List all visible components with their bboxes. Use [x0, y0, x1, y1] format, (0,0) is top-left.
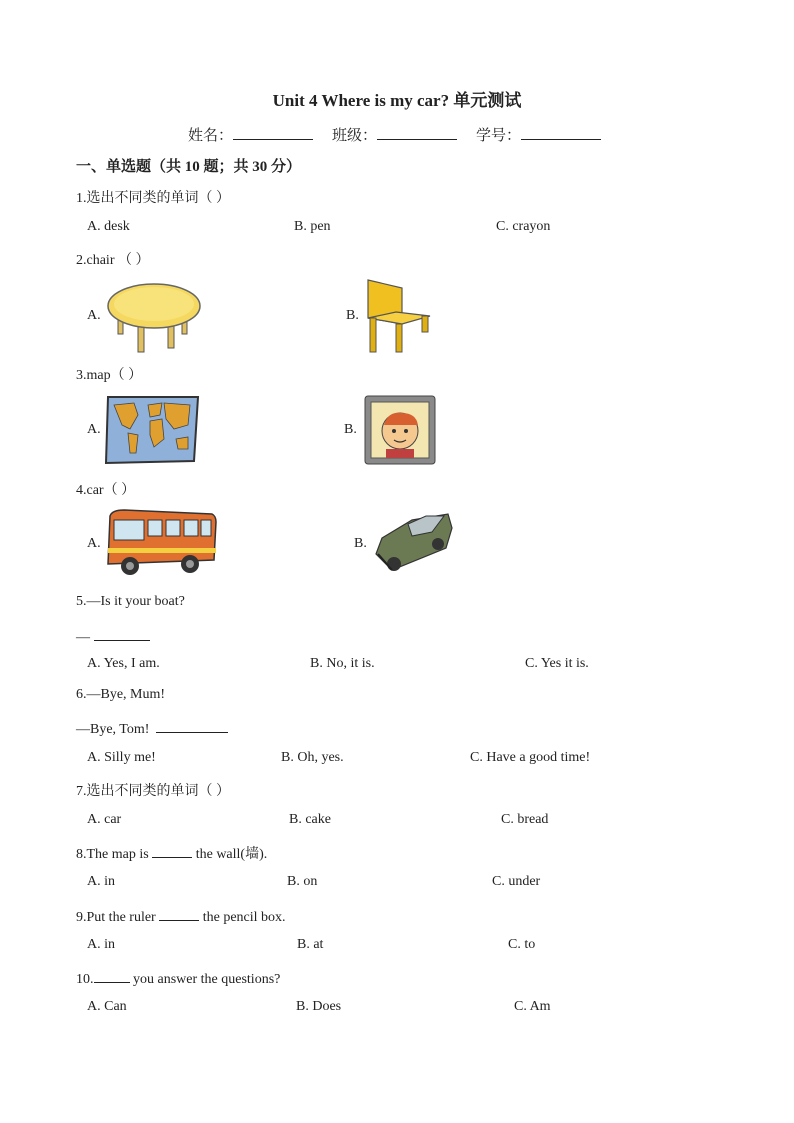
q7-option-b[interactable]: B. cake: [289, 812, 331, 827]
q4-option-a[interactable]: A.: [87, 536, 101, 551]
q8-stem-start: 8.The map is: [76, 847, 153, 862]
q8-option-a[interactable]: A. in: [87, 874, 115, 889]
class-field: [332, 124, 457, 145]
q10-option-a[interactable]: A. Can: [87, 999, 127, 1014]
q10-stem-start: 10.: [76, 972, 94, 987]
section-heading: 一、单选题（共 10 题；共 30 分）: [76, 159, 302, 175]
question-7-stem: 7.选出不同类的单词（ ）: [76, 784, 230, 799]
q1-option-c[interactable]: C. crayon: [496, 219, 551, 234]
question-8-stem: [76, 843, 267, 863]
name-label: 姓名：: [188, 128, 234, 144]
q6-option-a[interactable]: A. Silly me!: [87, 750, 156, 765]
q9-stem-end: the pencil box.: [199, 910, 286, 925]
q7-option-a[interactable]: A. car: [87, 812, 122, 827]
q9-option-a[interactable]: A. in: [87, 937, 115, 952]
question-2-stem: 2.chair （ ）: [76, 253, 150, 268]
question-10-stem: [76, 968, 280, 988]
q5-option-b[interactable]: B. No, it is.: [310, 656, 375, 671]
q8-option-b[interactable]: B. on: [287, 874, 318, 889]
question-6-stem: 6.—Bye, Mum!: [76, 687, 166, 702]
bus-image: [104, 508, 218, 578]
q10-option-b[interactable]: B. Does: [296, 999, 342, 1014]
question-9-stem: [76, 906, 286, 926]
question-3-stem: 3.map（ ）: [76, 368, 143, 383]
q5-option-a[interactable]: A. Yes, I am.: [87, 656, 160, 671]
question-5-reply: [76, 626, 150, 646]
q5-option-c[interactable]: C. Yes it is.: [525, 656, 589, 671]
q5-dash: —: [76, 630, 90, 645]
chair-image: [362, 276, 434, 354]
id-label: 学号：: [476, 128, 522, 144]
id-field: [476, 124, 601, 145]
q10-answer-blank[interactable]: [94, 968, 130, 983]
question-1-stem: 1.选出不同类的单词（ ）: [76, 191, 230, 206]
car-image: [372, 508, 454, 578]
world-map-image: [104, 395, 200, 465]
q1-option-b[interactable]: B. pen: [294, 219, 331, 234]
q4-option-b[interactable]: B.: [354, 536, 367, 551]
q9-stem-start: 9.Put the ruler: [76, 910, 160, 925]
id-blank[interactable]: [521, 125, 601, 140]
page-title: Unit 4 Where is my car? 单元测试: [272, 91, 522, 110]
round-table-image: [104, 276, 204, 356]
q1-option-a[interactable]: A. desk: [87, 219, 130, 234]
q10-stem-end: you answer the questions?: [129, 972, 281, 987]
framed-picture-image: [364, 395, 436, 465]
question-5-stem: 5.—Is it your boat?: [76, 594, 185, 609]
q10-option-c[interactable]: C. Am: [514, 999, 551, 1014]
q6-answer-blank[interactable]: [156, 718, 228, 733]
class-blank[interactable]: [377, 125, 457, 140]
q9-option-b[interactable]: B. at: [297, 937, 324, 952]
q2-option-a[interactable]: A.: [87, 308, 101, 323]
q3-option-b[interactable]: B.: [344, 422, 357, 437]
q6-option-c[interactable]: C. Have a good time!: [470, 750, 591, 765]
q3-option-a[interactable]: A.: [87, 422, 101, 437]
q6-option-b[interactable]: B. Oh, yes.: [281, 750, 344, 765]
q8-stem-end: the wall(墙).: [192, 847, 268, 862]
name-blank[interactable]: [233, 125, 313, 140]
name-field: [188, 124, 313, 145]
q8-option-c[interactable]: C. under: [492, 874, 541, 889]
question-4-stem: 4.car（ ）: [76, 483, 136, 498]
class-label: 班级：: [332, 128, 378, 144]
question-6-reply: [76, 718, 228, 738]
q2-option-b[interactable]: B.: [346, 308, 359, 323]
q7-option-c[interactable]: C. bread: [501, 812, 549, 827]
q9-answer-blank[interactable]: [159, 906, 199, 921]
q5-answer-blank[interactable]: [94, 626, 150, 641]
q9-option-c[interactable]: C. to: [508, 937, 536, 952]
q8-answer-blank[interactable]: [152, 843, 192, 858]
q6-reply-text: —Bye, Tom!: [76, 722, 150, 737]
